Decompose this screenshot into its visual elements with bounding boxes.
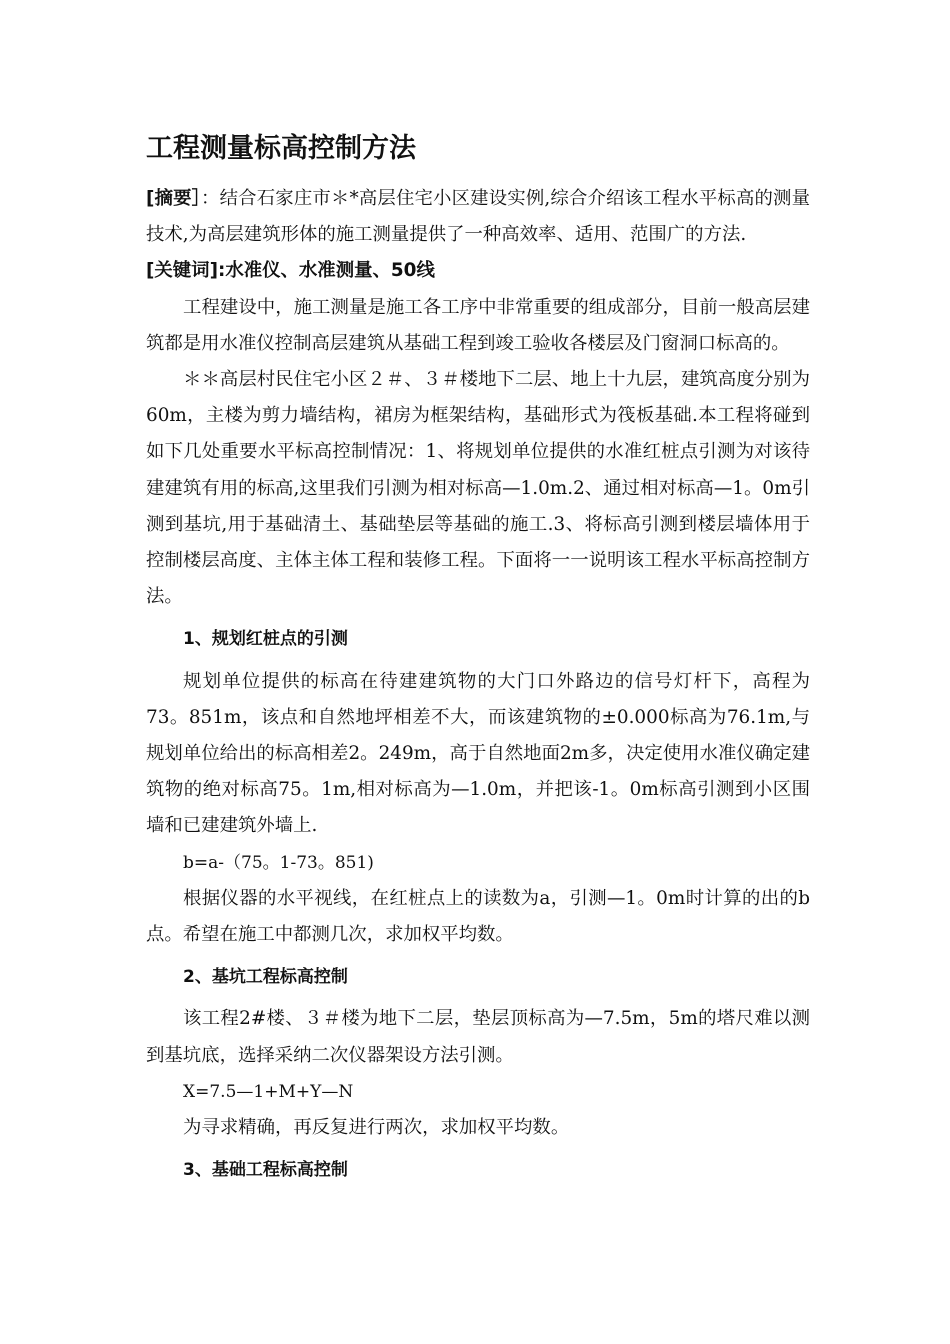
- abstract-label: [摘要］: [146, 188, 202, 209]
- formula-x: X=7.5—1+M+Y—N: [183, 1081, 354, 1102]
- paragraph-project: ＊＊高层村民住宅小区２＃、３＃楼地下二层、地上十九层，建筑高度分别为60m，主楼为剪力墙结构，裙房为框架结构，基础形式为筏板基础.本工程将碰到如下几处重要水平标高控制情况：1、将规划单位提供的水准红桩点引测为对该待建建筑有用的标高,这里我们引测为相对标高—1.0m.2、通过相对标高—1。0m引测到基坑,用于基础清土、基础垫层等基础的施工.3、将标高引测到楼层墙体用于控制楼层高度、主体主体工程和装修工程。下面将一一说明该工程水平标高控制方法。: [146, 369, 810, 608]
- abstract: [146, 181, 810, 253]
- section-heading-1: 1、规划红桩点的引测: [183, 629, 348, 650]
- document-title: 工程测量标高控制方法: [146, 133, 416, 164]
- paragraph-benchmark: 规划单位提供的标高在待建建筑物的大门口外路边的信号灯杆下，高程为73。851m，该点和自然地坪相差不大，而该建筑物的±0.000标高为76.1m,与规划单位给出的标高相差2。249m，高于自然地面2m多，决定使用水准仪确定建筑物的绝对标高75。1m,相对标高为—1.0m，并把该-1。0m标高引测到小区围墙和已建建筑外墙上.: [146, 670, 810, 837]
- abstract-text: ：结合石家庄市＊*高层住宅小区建设实例,综合介绍该工程水平标高的测量技术,为高层建筑形体的施工测量提供了一种高效率、适用、范围广的方法.: [146, 188, 810, 246]
- keywords-text: 水准仪、水准测量、50线: [225, 260, 435, 282]
- section-heading-2: 2、基坑工程标高控制: [183, 967, 348, 988]
- keywords-label: [关键词]:: [146, 260, 226, 282]
- paragraph-pit: 该工程2#楼、３＃楼为地下二层，垫层顶标高为—7.5m，5m的塔尺难以测到基坑底，选择采纳二次仪器架设方法引测。: [146, 1008, 810, 1066]
- section-heading-3: 3、基础工程标高控制: [183, 1160, 348, 1181]
- document-body: [146, 181, 810, 1188]
- paragraph-reading: 根据仪器的水平视线，在红桩点上的读数为a，引测—1。0m时计算的出的b点。希望在施工中都测几次，求加权平均数。: [146, 887, 810, 946]
- keywords: [146, 253, 810, 289]
- paragraph-repeat: 为寻求精确，再反复进行两次，求加权平均数。: [183, 1117, 570, 1139]
- paragraph-intro: 工程建设中，施工测量是施工各工序中非常重要的组成部分，目前一般高层建筑都是用水准仪控制高层建筑从基础工程到竣工验收各楼层及门窗洞口标高的。: [146, 296, 810, 354]
- formula-b: b=a-（75。1-73。851): [183, 852, 374, 873]
